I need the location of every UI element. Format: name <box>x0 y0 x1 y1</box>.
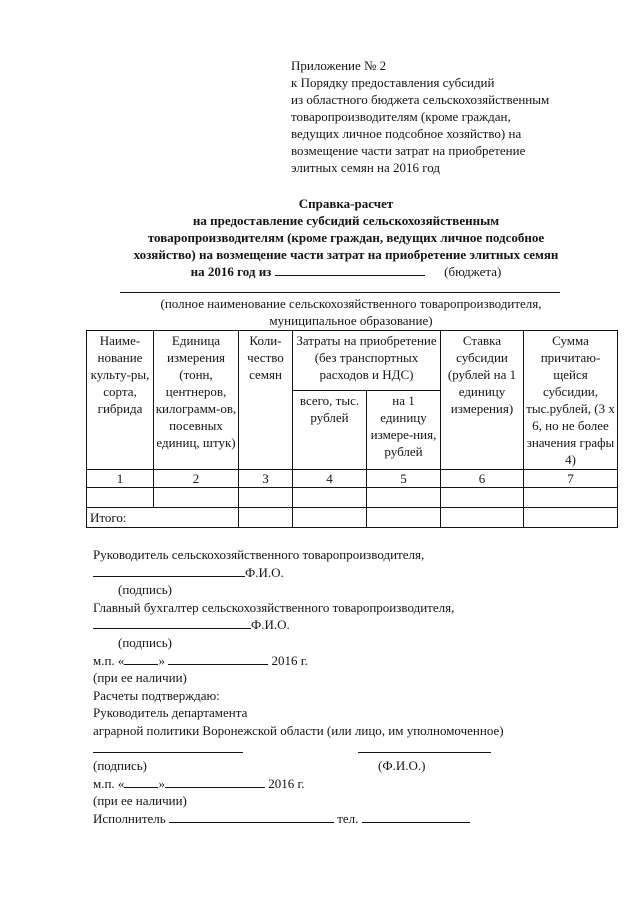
title-line4-prefix: на 2016 год из <box>190 264 272 279</box>
mp-mid: » <box>158 775 165 791</box>
header-rate: Ставка субсидии (рублей на 1 единицу измерения) <box>441 331 524 470</box>
mp-prefix: м.п. « <box>93 775 125 791</box>
fio-blank[interactable] <box>358 740 491 753</box>
signature-caption: (подпись) <box>118 582 172 598</box>
header-crop: Наиме-нование культу-ры, сорта, гибрида <box>87 331 154 470</box>
table-cell[interactable] <box>239 508 293 528</box>
title-line: товаропроизводителям (кроме граждан, ведущих личное подсобное <box>147 230 545 245</box>
dept-name-label: аграрной политики Воронежской области (или лицо, им уполномоченное) <box>93 722 504 738</box>
fullname-caption-line: (полное наименование сельскохозяйственного товаропроизводителя, <box>160 296 542 311</box>
if-any-caption: (при ее наличии) <box>93 793 187 809</box>
budget-blank[interactable] <box>275 263 425 276</box>
executor-label: Исполнитель <box>93 810 166 826</box>
signature-blank[interactable] <box>93 616 251 629</box>
signature-blank[interactable] <box>93 564 245 577</box>
column-number: 7 <box>524 470 618 488</box>
appendix-line: ведущих личное подсобное хозяйство) на <box>291 126 522 141</box>
month-blank[interactable] <box>165 775 265 788</box>
phone-label: тел. <box>337 810 359 826</box>
appendix-line: элитных семян на 2016 год <box>291 160 440 175</box>
title-line: на предоставление субсидий сельскохозяйственным <box>192 213 500 228</box>
dept-captions <box>93 757 613 775</box>
title-line: хозяйство) на возмещение части затрат на приобретение элитных семян <box>133 247 559 262</box>
column-number: 1 <box>87 470 154 488</box>
table-total-row <box>87 508 618 528</box>
signature-caption: (подпись) <box>118 634 172 650</box>
month-blank[interactable] <box>168 652 268 665</box>
header-subsidy-sum: Сумма причитаю-щейся субсидии, тыс.рублей, (3 х 6, но не более значения графы 4) <box>524 331 618 470</box>
appendix-line: Приложение № 2 <box>291 58 387 73</box>
header-costs: Затраты на приобретение (без транспортных расходов и НДС) <box>293 331 441 391</box>
table-header-row <box>87 331 618 391</box>
head-label: Руководитель сельскохозяйственного товаропроизводителя, <box>93 547 425 562</box>
fullname-caption-line: муниципальное образование) <box>269 313 433 328</box>
table-cell[interactable] <box>293 488 367 508</box>
fullname-caption <box>86 295 616 329</box>
day-blank[interactable] <box>124 652 158 665</box>
signature-blank[interactable] <box>93 740 243 753</box>
appendix-line: товаропроизводителям (кроме граждан, <box>291 109 511 124</box>
table-cell[interactable] <box>367 508 441 528</box>
table-cell[interactable] <box>367 488 441 508</box>
title-line-budget <box>86 263 606 280</box>
column-number: 2 <box>154 470 239 488</box>
table-cell[interactable] <box>441 488 524 508</box>
title-line4-suffix: (бюджета) <box>444 264 502 279</box>
phone-blank[interactable] <box>362 810 470 823</box>
fio-label: Ф.И.О. <box>245 564 284 580</box>
column-number: 3 <box>239 470 293 488</box>
column-number: 6 <box>441 470 524 488</box>
table-number-row <box>87 470 618 488</box>
if-any-caption: (при ее наличии) <box>93 670 187 686</box>
executor-blank[interactable] <box>169 810 334 823</box>
calculation-table <box>86 330 618 528</box>
table-cell[interactable] <box>87 488 154 508</box>
appendix-line: из областного бюджета сельскохозяйственным <box>291 92 550 107</box>
table-data-row <box>87 488 618 508</box>
header-costs-total: всего, тыс. рублей <box>293 391 367 470</box>
head-signature-line <box>93 564 613 582</box>
header-quantity: Коли-чество семян <box>239 331 293 470</box>
year-label: 2016 г. <box>271 652 308 668</box>
stamp-date-line <box>93 775 613 793</box>
signature-caption: (подпись) <box>93 758 147 774</box>
appendix-line: к Порядку предоставления субсидий <box>291 75 495 90</box>
table-cell[interactable] <box>441 508 524 528</box>
confirm-label: Расчеты подтверждаю: <box>93 687 220 703</box>
document-title <box>86 195 606 280</box>
table-cell[interactable] <box>154 488 239 508</box>
table-cell[interactable] <box>293 508 367 528</box>
executor-line <box>93 810 613 828</box>
year-label: 2016 г. <box>268 775 305 791</box>
accountant-label: Главный бухгалтер сельскохозяйственного товаропроизводителя, <box>93 599 455 615</box>
appendix-line: возмещение части затрат на приобретение <box>291 143 526 158</box>
mp-prefix: м.п. « <box>93 652 125 668</box>
mp-mid: » <box>158 652 165 668</box>
fullname-blank-line[interactable] <box>120 292 560 293</box>
table-cell[interactable] <box>524 488 618 508</box>
dept-signature-blanks <box>93 740 613 758</box>
header-unit: Единица измерения (тонн, центнеров, килограмм-ов, посевных единиц, штук) <box>154 331 239 470</box>
day-blank[interactable] <box>124 775 158 788</box>
appendix-note <box>291 57 611 176</box>
header-costs-per-unit: на 1 единицу измере-ния, рублей <box>367 391 441 470</box>
fio-label: Ф.И.О. <box>251 617 290 633</box>
accountant-signature-line <box>93 616 613 634</box>
table-cell[interactable] <box>524 508 618 528</box>
column-number: 5 <box>367 470 441 488</box>
signatures-block <box>93 546 613 828</box>
dept-head-label: Руководитель департамента <box>93 705 248 721</box>
fio-caption: (Ф.И.О.) <box>378 758 426 774</box>
column-number: 4 <box>293 470 367 488</box>
title-heading: Справка-расчет <box>298 196 394 211</box>
table-cell[interactable] <box>239 488 293 508</box>
stamp-date-line <box>93 652 613 670</box>
total-label: Итого: <box>87 508 239 528</box>
